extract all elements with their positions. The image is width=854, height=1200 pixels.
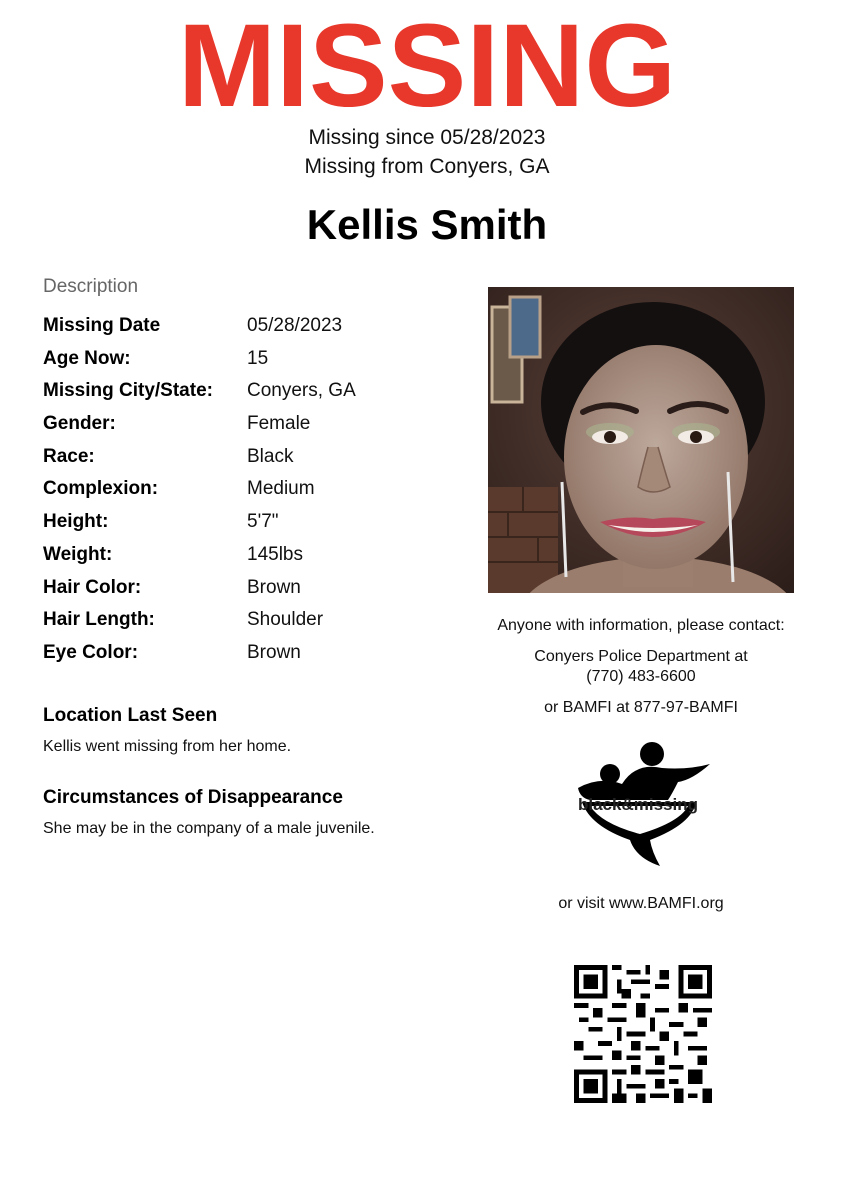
location-text: Kellis went missing from her home. [43,738,292,755]
circumstances-text: She may be in the company of a male juvenile. [43,820,375,837]
detail-row-gender [43,411,463,444]
detail-label: Eye Color: [43,641,139,663]
detail-label: Hair Length: [43,609,155,631]
detail-row-weight [43,542,463,575]
person-name: Kellis Smith [306,201,548,248]
detail-label: Height: [43,511,109,533]
detail-value: 5'7" [247,511,279,533]
detail-label: Missing Date [43,315,161,336]
detail-label: Age Now: [43,347,131,369]
detail-value: Brown [247,641,301,663]
portrait-illustration [488,287,794,593]
missing-from-line: Missing from Conyers, GA [304,155,550,178]
detail-row-eye-color [43,640,463,673]
bamfi-logo-icon [560,740,720,870]
detail-value: 15 [247,347,269,369]
qr-code-icon [574,965,712,1103]
detail-row-race [43,444,463,477]
detail-row-hair-length [43,607,463,640]
detail-value: Conyers, GA [247,380,356,402]
detail-label: Missing City/State: [43,380,213,402]
missing-since-block [0,123,854,181]
detail-label: Race: [43,445,95,467]
contact-visit: or visit www.BAMFI.org [558,895,724,912]
detail-value: Brown [247,576,301,598]
detail-row-age [43,346,463,379]
detail-value: Black [247,445,294,467]
detail-value: 145lbs [247,543,303,565]
detail-value: Medium [247,478,315,500]
contact-intro: Anyone with information, please contact: [497,617,785,634]
missing-since-line: Missing since 05/28/2023 [308,126,546,149]
detail-row-city-state [43,378,463,411]
detail-row-height [43,509,463,542]
detail-label: Hair Color: [43,576,142,598]
detail-label: Weight: [43,543,113,565]
detail-value: Shoulder [247,609,324,631]
bamfi-logo-text: black&missing [578,795,698,814]
contact-bamfi: or BAMFI at 877-97-BAMFI [544,699,738,716]
detail-value: 05/28/2023 [247,315,343,336]
bamfi-logo [560,740,720,870]
contact-phone: (770) 483-6600 [586,668,696,685]
detail-label: Complexion: [43,478,159,500]
qr-code [574,965,712,1103]
person-photo [488,287,794,593]
detail-row-hair-color [43,575,463,608]
location-title: Location Last Seen [43,705,218,726]
detail-row-complexion [43,476,463,509]
details-list [43,313,463,673]
detail-label: Gender: [43,413,116,435]
missing-headline: MISSING [177,0,677,132]
description-label: Description [43,276,139,297]
circumstances-title: Circumstances of Disappearance [43,787,343,808]
contact-agency: Conyers Police Department at [534,648,748,665]
detail-row-missing-date [43,313,463,346]
detail-value: Female [247,413,311,435]
